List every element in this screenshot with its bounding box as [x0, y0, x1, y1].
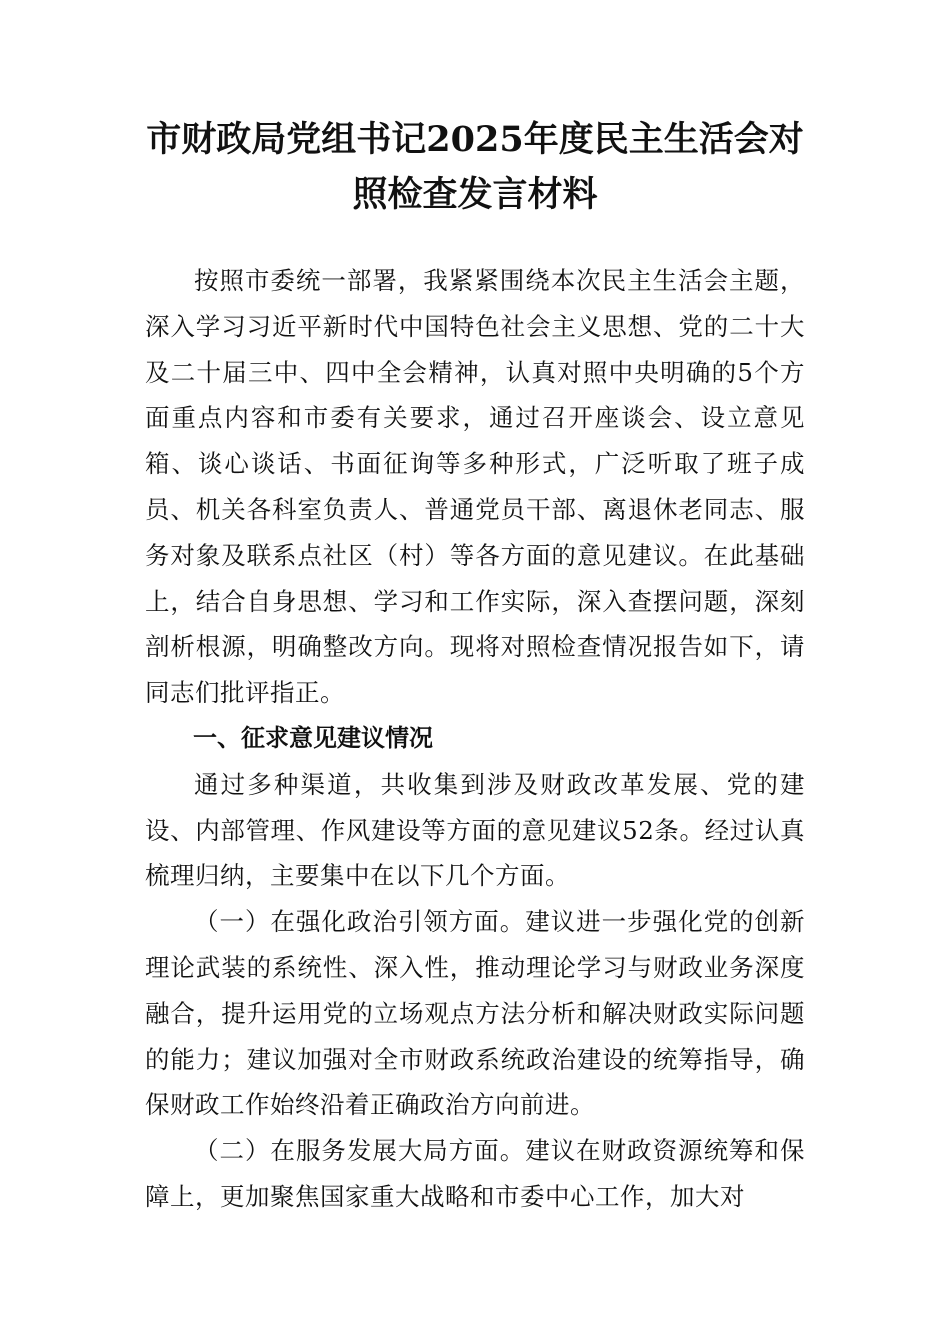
section-1-paragraph-1: 通过多种渠道，共收集到涉及财政改革发展、党的建设、内部管理、作风建设等方面的意见建议52条。经过认真梳理归纳，主要集中在以下几个方面。: [145, 769, 805, 891]
section-1-paragraph-3: （二）在服务发展大局方面。建议在财政资源统筹和保障上，更加聚焦国家重大战略和市委中心工作，加大对: [145, 1136, 805, 1211]
title-line-2: 照检查发言材料: [352, 174, 598, 215]
section-1-paragraph-2: （一）在强化政治引领方面。建议进一步强化党的创新理论武装的系统性、深入性，推动理论学习与财政业务深度融合，提升运用党的立场观点方法分析和解决财政实际问题的能力；建议加强对全市财政系统政治建设的统筹指导，确保财政工作始终沿着正确政治方向前进。: [145, 907, 805, 1120]
document-title: [120, 112, 830, 222]
intro-paragraph: 按照市委统一部署，我紧紧围绕本次民主生活会主题，深入学习习近平新时代中国特色社会主义思想、党的二十大及二十届三中、四中全会精神，认真对照中央明确的5个方面重点内容和市委有关要求，通过召开座谈会、设立意见箱、谈心谈话、书面征询等多种形式，广泛听取了班子成员、机关各科室负责人、普通党员干部、离退休老同志、服务对象及联系点社区（村）等各方面的意见建议。在此基础上，结合自身思想、学习和工作实际，深入查摆问题，深刻剖析根源，明确整改方向。现将对照检查情况报告如下，请同志们批评指正。: [145, 266, 805, 708]
section-heading-1: 一、征求意见建议情况: [193, 723, 433, 752]
title-line-1: 市财政局党组书记2025年度民主生活会对: [146, 119, 804, 160]
document-body: [145, 258, 805, 1220]
